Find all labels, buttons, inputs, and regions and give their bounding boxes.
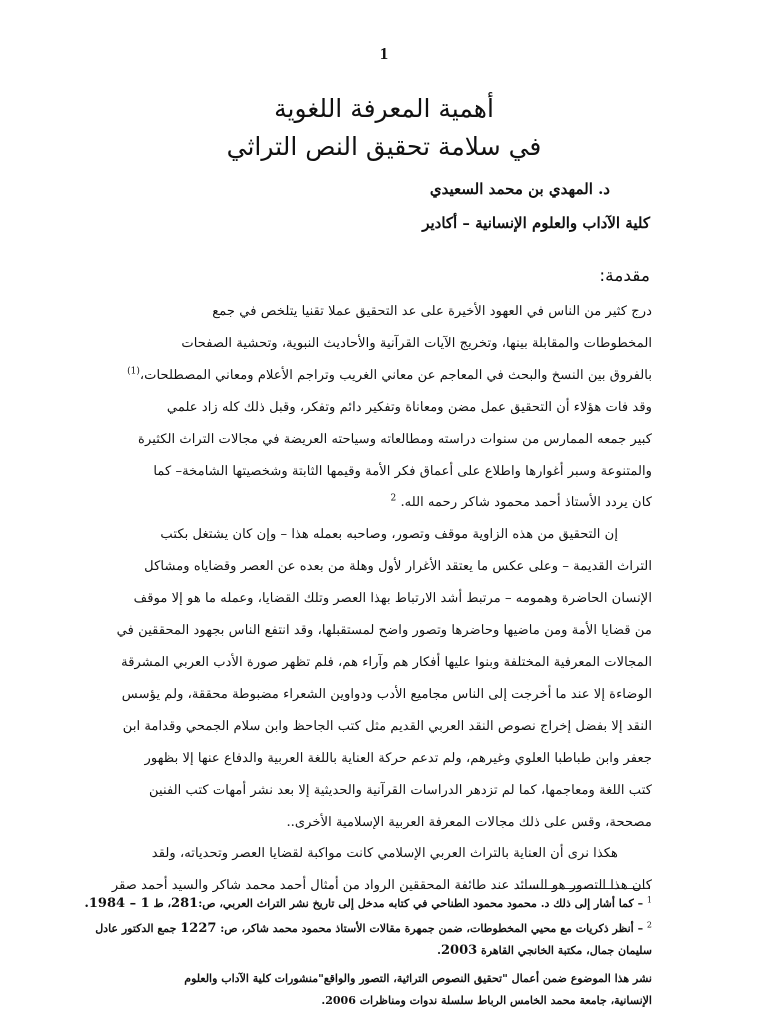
- body-line: [116, 487, 652, 519]
- footnote-line: نشر هذا الموضوع ضمن أعمال "تحقيق النصوص التراثية، التصور والواقع"منشورات كلية الآداب والعلوم: [184, 972, 652, 985]
- body-line: [116, 360, 652, 392]
- footnote-text: سليمان جمال، مكتبة الخانجي القاهرة: [477, 944, 652, 957]
- footnote-page: 281: [171, 896, 199, 911]
- body-line: المجالات المعرفية المختلفة وبنوا عليها أفكار هم وآراء هم، فلم تظهر صورة الأدب العربي المشرقة: [121, 654, 652, 670]
- body-line: الإنسان الحاضرة وهمومه – مرتبط أشد الارتباط بهذا العصر وتلك القضايا، وعمله ما هو إلا موقف: [133, 591, 652, 607]
- footnote-line: [104, 940, 652, 962]
- footnote-text: – كما أشار إلى ذلك د. محمود محمود الطناحي في كتابه مدخل إلى تاريخ نشر التراث العربي، ص:: [198, 897, 647, 910]
- footnote-line: [95, 918, 652, 940]
- footnote-edition: 1: [140, 896, 150, 911]
- footnote-year: 2003: [440, 943, 478, 958]
- paper-title: [0, 90, 768, 166]
- footnote-ref-2: 2: [390, 494, 397, 505]
- footnote-separator: [518, 888, 650, 889]
- footnote-text: جمع الدكتور عادل: [95, 922, 181, 935]
- body-line: المخطوطات والمقابلة بينها، وتخريج الآيات القرآنية والأحاديث النبوية، وتحشية الصفحات: [181, 335, 652, 351]
- publication-note: [104, 968, 652, 1012]
- footnote-mark: 1: [646, 895, 652, 905]
- author-affiliation: كلية الآداب والعلوم الإنسانية – أكادير: [422, 214, 650, 232]
- footnote-line: [104, 990, 652, 1012]
- body-line-text: بالفروق بين النسخ والبحث في المعاجم عن معاني الغريب وتراجم الأعلام ومعاني المصطلحات،: [139, 367, 652, 383]
- footnote-text: – أنظر ذكريات مع محيي المخطوطات، ضمن جمهرة مقالات الأستاذ محمود محمد شاكر، ص:: [216, 922, 647, 935]
- body-line: درج كثير من الناس في العهود الأخيرة على عد التحقيق عملا تقنيا يتلخص في جمع: [212, 304, 652, 319]
- body-line: كبير جمعه الممارس من سنوات دراسته ومطالعاته وسياحته العريضة في مجالات التراث الكثيرة: [138, 431, 652, 447]
- footnote-year: 2006: [325, 994, 356, 1007]
- body-line: الوضاءة إلا عند ما أخرجت إلى الناس مجاميع الأدب ودواوين الشعراء مضبوطة محققة، ولم يؤسس: [121, 686, 652, 702]
- footnote-1: [84, 893, 652, 915]
- body-line: من قضايا الأمة ومن ماضيها وحاضرها وتصور واضح لمستقبلها، وقد انتفع الناس بجهود المحققين في: [116, 623, 652, 639]
- body-line: إن التحقيق من هذه الزاوية موقف وتصور، وصاحبه بعمله هذا – وإن كان يشتغل بكتب: [160, 527, 618, 543]
- title-line-2: في سلامة تحقيق النص التراثي: [226, 132, 542, 161]
- body-line: التراث القديمة – وعلى عكس ما يعتقد الأغرار لأول وهلة من بعده عن العصر وقضاياه ومشاكل: [144, 559, 652, 575]
- footnote-mark: 2: [646, 920, 652, 930]
- body-line: جعفر وابن طباطبا العلوي وغيرهم، ولم تدعم حركة العناية باللغة العربية والدفاع عنها إلا بظهور: [144, 750, 652, 766]
- footnote-2: [95, 918, 652, 962]
- body-line: النقد إلا بفضل إخراج نصوص النقد العربي القديم مثل كتب الجاحظ وابن سلام الجمحي وقدامة ابن: [122, 718, 652, 734]
- body-line: كتب اللغة ومعاجمها، كما لم تزدهر الدراسات القرآنية والحديثية إلا بعد نشر أمهات كتب الفنين: [148, 782, 652, 798]
- footnote-line: [84, 893, 652, 915]
- footnote-ref-1: (1): [127, 366, 140, 377]
- body-line: والمتنوعة وسبر أغوارها واطلاع على أعماق فكر الأمة وقيمها الثابتة وشخصيتها الشامخة– كما: [153, 463, 652, 479]
- footnote-text: الإنسانية، جامعة محمد الخامس الرباط سلسلة ندوات ومناظرات: [355, 994, 652, 1007]
- footnote-text: ، ط: [149, 897, 172, 910]
- page-number: 1: [379, 44, 389, 63]
- body-line: وقد فات هؤلاء أن التحقيق عمل مضن ومعاناة وتفكير دائم وتفكر، وقبل ذلك كله زاد علمي: [166, 399, 652, 415]
- footnote-text: .: [437, 944, 441, 957]
- body-line-text: كان يردد الأستاذ أحمد محمود شاكر رحمه الله.: [400, 495, 652, 511]
- intro-heading: مقدمة:: [599, 266, 650, 286]
- body-line: مصححة، وقس على ذلك مجالات المعرفة العربية الإسلامية الأخرى..: [286, 814, 652, 830]
- title-line-1: أهمية المعرفة اللغوية: [274, 94, 494, 123]
- body-line: كان هذا التصور هو السائد عند طائفة المحققين الرواد من أمثال أحمد محمد شاكر والسيد أحمد صقر: [111, 878, 652, 894]
- body-line: هكذا نرى أن العناية بالتراث العربي الإسلامي كانت مواكبة لقضايا العصر وتحدياته، ولقد: [151, 846, 618, 862]
- footnote-page: 1227: [180, 921, 217, 936]
- footnote-text: .: [321, 994, 326, 1007]
- author-name: د. المهدي بن محمد السعيدي: [429, 180, 610, 198]
- footnote-year: – 1984.: [84, 896, 141, 911]
